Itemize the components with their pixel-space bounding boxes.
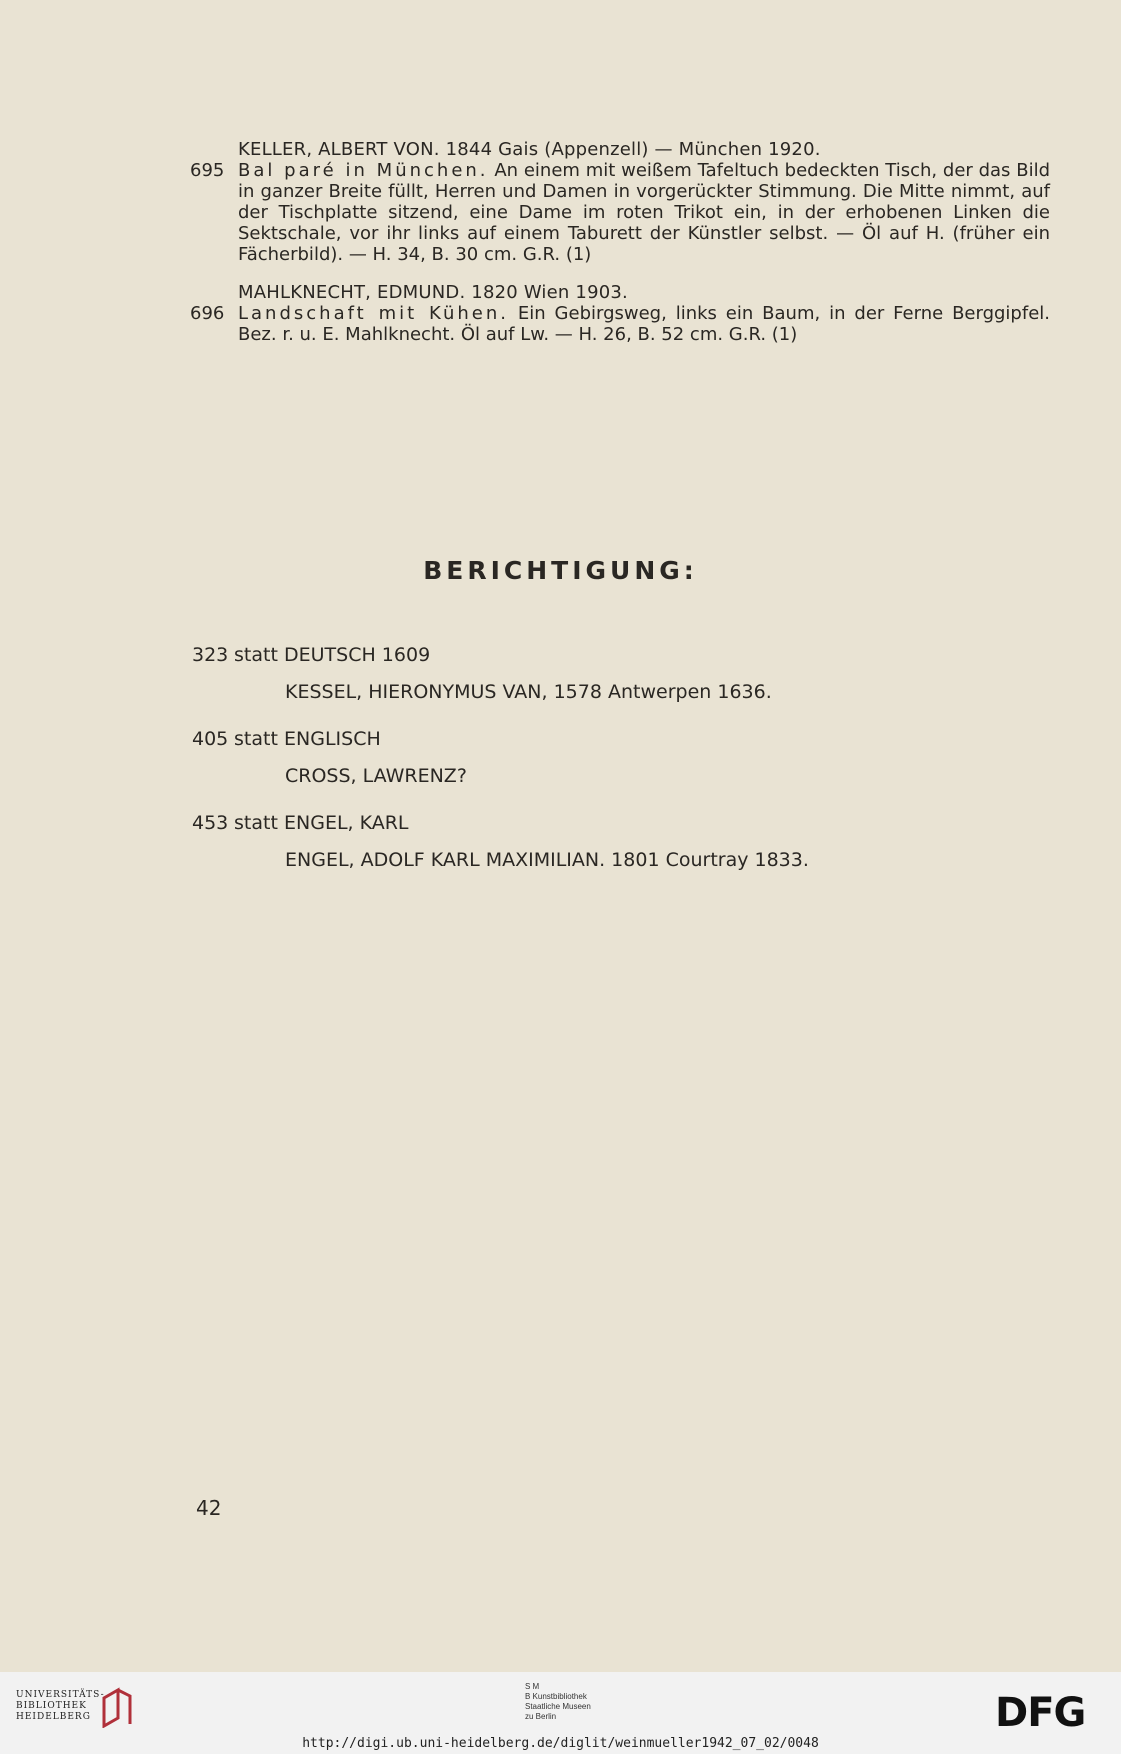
dfg-logo: DFG	[995, 1690, 1086, 1736]
entry-description	[238, 303, 1050, 345]
wrong-attribution: ENGLISCH	[284, 728, 381, 750]
source-url-link[interactable]: http://digi.ub.uni-heidelberg.de/diglit/weinmueller1942_07_02/0048	[302, 1736, 819, 1751]
correct-attribution: CROSS, LAWRENZ?	[285, 765, 467, 787]
catalog-entry-696	[190, 282, 1050, 345]
entry-description	[238, 160, 1050, 265]
entry-number: 695	[190, 160, 225, 181]
university-logo-icon	[100, 1686, 134, 1728]
uni-line-2: BIBLIOTHEK	[16, 1701, 87, 1711]
entry-title: Bal paré in München.	[238, 160, 489, 181]
correct-attribution: ENGEL, ADOLF KARL MAXIMILIAN. 1801 Courtray 1833.	[285, 849, 809, 871]
uni-line-3: HEIDELBERG	[16, 1712, 91, 1722]
wrong-attribution: DEUTSCH 1609	[284, 644, 431, 666]
viewer-footer	[0, 1672, 1121, 1754]
smb-kunstbibliothek-label	[525, 1682, 591, 1722]
correction-number: 405	[192, 728, 229, 750]
artist-line: KELLER, ALBERT VON. 1844 Gais (Appenzell) — München 1920.	[238, 139, 821, 160]
page-number: 42	[196, 1496, 222, 1520]
statt-label: statt	[234, 644, 278, 666]
correction-405	[192, 727, 467, 788]
university-library-label	[16, 1690, 105, 1723]
correction-number: 453	[192, 812, 229, 834]
smb-line-4: zu Berlin	[525, 1712, 557, 1721]
uni-line-1: UNIVERSITÄTS-	[16, 1690, 105, 1700]
correction-453	[192, 811, 809, 872]
smb-line-3: Staatliche Museen	[525, 1702, 591, 1711]
entry-number: 696	[190, 303, 225, 324]
correct-attribution: KESSEL, HIERONYMUS VAN, 1578 Antwerpen 1636.	[285, 681, 772, 703]
smb-line-2: B Kunstbibliothek	[525, 1692, 587, 1701]
entry-title: Landschaft mit Kühen.	[238, 303, 509, 324]
catalog-entry-695	[190, 139, 1050, 265]
correction-number: 323	[192, 644, 229, 666]
corrections-heading: BERICHTIGUNG:	[423, 556, 698, 585]
correction-323	[192, 643, 772, 704]
statt-label: statt	[234, 812, 278, 834]
statt-label: statt	[234, 728, 278, 750]
smb-line-1: S M	[525, 1682, 540, 1691]
wrong-attribution: ENGEL, KARL	[284, 812, 409, 834]
entry-text: Ein Gebirgsweg, links ein Baum, in der Ferne Berggipfel. Bez. r. u. E. Mahlknecht. Öl auf Lw. — H. 26, B. 52 cm. G.R. (1)	[238, 303, 1050, 345]
artist-line: MAHLKNECHT, EDMUND. 1820 Wien 1903.	[238, 282, 628, 303]
entry-text: An einem mit weißem Tafeltuch bedeckten Tisch, der das Bild in ganzer Breite füllt, Herren und Damen in vorgerückter Stimmung. Die Mitte nimmt, auf der Tischplatte sitzend, eine Dame im roten Trikot ein, in der erhobenen Linken die Sektschale, vor ihr links auf einem Taburett der Künstler selbst. — Öl auf H. (früher ein Fächerbild). — H. 34, B. 30 cm. G.R. (1)	[238, 160, 1050, 265]
